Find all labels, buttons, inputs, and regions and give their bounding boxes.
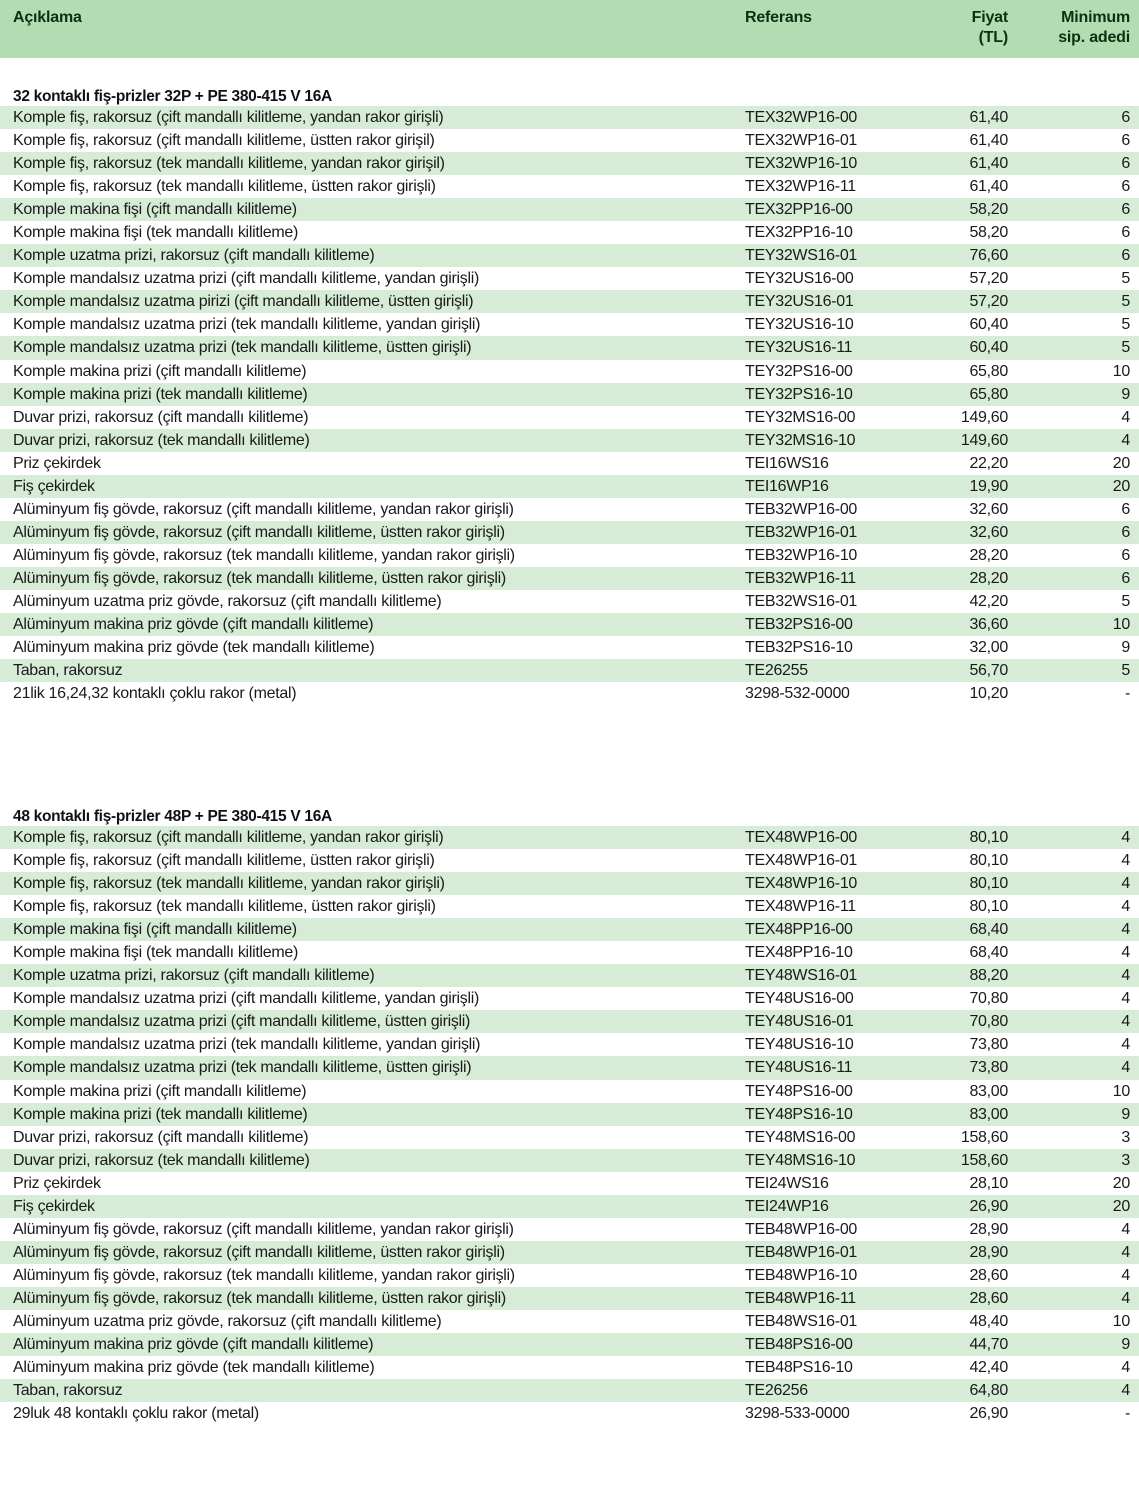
cell-desc: Duvar prizi, rakorsuz (tek mandallı kilitleme): [13, 431, 310, 449]
cell-ref: TE26256: [745, 1382, 808, 1400]
cell-price: 68,40: [969, 921, 1008, 939]
cell-ref: TEY48MS16-00: [745, 1128, 856, 1146]
cell-price: 60,40: [969, 316, 1008, 334]
cell-ref: TEB32WP16-11: [745, 569, 856, 587]
cell-desc: Duvar prizi, rakorsuz (çift mandallı kilitleme): [13, 408, 309, 426]
cell-ref: TEB48PS16-10: [745, 1359, 853, 1377]
cell-desc: Komple makina prizi (tek mandallı kilitleme): [13, 385, 308, 403]
table-row: [0, 941, 1139, 964]
cell-min: 9: [1121, 639, 1130, 657]
cell-ref: TEI24WS16: [745, 1174, 829, 1192]
table-row: [0, 1056, 1139, 1079]
cell-ref: TEX48PP16-10: [745, 944, 853, 962]
cell-price: 58,20: [969, 201, 1008, 219]
cell-min: 6: [1121, 132, 1130, 150]
cell-desc: Komple makina prizi (çift mandallı kilitleme): [13, 1082, 307, 1100]
cell-ref: TEY32MS16-10: [745, 431, 856, 449]
cell-price: 158,60: [960, 1128, 1008, 1146]
section-rows-32p: [0, 106, 1139, 705]
cell-min: 6: [1121, 201, 1130, 219]
table-row: [0, 1402, 1139, 1425]
cell-min: 4: [1121, 1036, 1130, 1054]
cell-desc: Komple mandalsız uzatma prizi (çift mandallı kilitleme, yandan girişli): [13, 990, 479, 1008]
table-row: [0, 452, 1139, 475]
cell-min: 4: [1121, 898, 1130, 916]
cell-price: 83,00: [969, 1105, 1008, 1123]
cell-price: 28,20: [969, 546, 1008, 564]
cell-price: 88,20: [969, 967, 1008, 985]
cell-price: 83,00: [969, 1082, 1008, 1100]
cell-price: 61,40: [969, 109, 1008, 126]
table-row: [0, 1379, 1139, 1402]
cell-ref: 3298-532-0000: [745, 685, 850, 703]
cell-desc: 21lik 16,24,32 kontaklı çoklu rakor (metal): [13, 685, 297, 703]
table-row: [0, 659, 1139, 682]
cell-min: -: [1124, 685, 1130, 703]
table-row: [0, 383, 1139, 406]
cell-min: 6: [1121, 569, 1130, 587]
cell-ref: TEX32WP16-01: [745, 132, 858, 150]
table-row: [0, 336, 1139, 359]
header-min-order: [1020, 8, 1130, 48]
cell-min: 5: [1121, 316, 1130, 334]
cell-min: 20: [1112, 477, 1130, 495]
cell-desc: Alüminyum fiş gövde, rakorsuz (tek mandallı kilitleme, yandan rakor girişli): [13, 546, 515, 564]
table-row: [0, 1333, 1139, 1356]
cell-ref: TEB32PS16-00: [745, 616, 853, 634]
cell-min: 20: [1112, 1197, 1130, 1215]
cell-min: 20: [1112, 454, 1130, 472]
cell-min: -: [1124, 1405, 1130, 1423]
cell-ref: TEB32WP16-10: [745, 546, 858, 564]
table-row: [0, 872, 1139, 895]
cell-price: 22,20: [969, 454, 1008, 472]
cell-price: 28,90: [969, 1220, 1008, 1238]
cell-ref: TEB48PS16-00: [745, 1336, 853, 1354]
cell-price: 26,90: [969, 1197, 1008, 1215]
section-title-48p: 48 kontaklı fiş-prizler 48P + PE 380-415 V 16A: [13, 808, 332, 825]
cell-min: 4: [1121, 431, 1130, 449]
cell-price: 32,00: [969, 639, 1008, 657]
cell-desc: Duvar prizi, rakorsuz (çift mandallı kilitleme): [13, 1128, 309, 1146]
cell-desc: Alüminyum makina priz gövde (tek mandallı kilitleme): [13, 639, 375, 657]
table-row: [0, 429, 1139, 452]
table-header: [0, 0, 1139, 58]
cell-desc: Komple mandalsız uzatma prizi (çift mandallı kilitleme, üstten girişli): [13, 1013, 471, 1031]
cell-price: 158,60: [960, 1151, 1008, 1169]
cell-min: 4: [1121, 1243, 1130, 1261]
section-title-32p: 32 kontaklı fiş-prizler 32P + PE 380-415 V 16A: [13, 88, 332, 105]
cell-price: 80,10: [969, 898, 1008, 916]
cell-ref: TEB32PS16-10: [745, 639, 853, 657]
table-row: [0, 198, 1139, 221]
table-row: [0, 1126, 1139, 1149]
cell-min: 9: [1121, 1336, 1130, 1354]
table-row: [0, 895, 1139, 918]
cell-ref: TEI16WP16: [745, 477, 829, 495]
table-row: [0, 313, 1139, 336]
table-row: [0, 1356, 1139, 1379]
table-row: [0, 290, 1139, 313]
table-row: [0, 1103, 1139, 1126]
cell-ref: TEY32MS16-00: [745, 408, 856, 426]
cell-min: 6: [1121, 109, 1130, 126]
cell-desc: Fiş çekirdek: [13, 477, 95, 495]
table-row: [0, 498, 1139, 521]
cell-min: 10: [1112, 616, 1130, 634]
table-row: [0, 221, 1139, 244]
cell-ref: TE26255: [745, 662, 808, 680]
table-row: [0, 129, 1139, 152]
cell-min: 20: [1112, 1174, 1130, 1192]
table-row: [0, 521, 1139, 544]
cell-desc: Komple makina fişi (çift mandallı kilitleme): [13, 201, 297, 219]
cell-ref: TEY32US16-00: [745, 270, 854, 288]
cell-desc: Alüminyum fiş gövde, rakorsuz (tek mandallı kilitleme, üstten rakor girişli): [13, 1289, 506, 1307]
cell-desc: Alüminyum fiş gövde, rakorsuz (çift mandallı kilitleme, yandan rakor girişli): [13, 500, 514, 518]
table-row: [0, 1010, 1139, 1033]
cell-desc: Komple fiş, rakorsuz (tek mandallı kilitleme, yandan rakor girişli): [13, 875, 445, 893]
cell-desc: Komple mandalsız uzatma prizi (tek mandallı kilitleme, üstten girişli): [13, 339, 472, 357]
cell-price: 149,60: [960, 431, 1008, 449]
cell-desc: Komple fiş, rakorsuz (tek mandallı kilitleme, üstten rakor girişli): [13, 898, 436, 916]
table-row: [0, 636, 1139, 659]
cell-desc: Priz çekirdek: [13, 1174, 101, 1192]
table-row: [0, 244, 1139, 267]
cell-min: 6: [1121, 500, 1130, 518]
cell-ref: TEY48WS16-01: [745, 967, 858, 985]
cell-ref: TEX48WP16-00: [745, 829, 858, 846]
cell-ref: TEX48WP16-01: [745, 852, 858, 870]
cell-ref: TEB48WP16-01: [745, 1243, 858, 1261]
cell-desc: Priz çekirdek: [13, 454, 101, 472]
cell-min: 4: [1121, 990, 1130, 1008]
cell-price: 70,80: [969, 1013, 1008, 1031]
cell-min: 10: [1112, 1312, 1130, 1330]
cell-price: 57,20: [969, 270, 1008, 288]
cell-min: 4: [1121, 1359, 1130, 1377]
cell-desc: 29luk 48 kontaklı çoklu rakor (metal): [13, 1405, 259, 1423]
cell-min: 6: [1121, 546, 1130, 564]
table-row: [0, 1287, 1139, 1310]
cell-desc: Komple makina prizi (tek mandallı kilitleme): [13, 1105, 308, 1123]
cell-ref: TEI24WP16: [745, 1197, 829, 1215]
cell-min: 5: [1121, 592, 1130, 610]
cell-min: 6: [1121, 224, 1130, 242]
table-row: [0, 1172, 1139, 1195]
cell-ref: TEX32WP16-10: [745, 155, 858, 173]
cell-min: 4: [1121, 921, 1130, 939]
cell-min: 3: [1121, 1151, 1130, 1169]
cell-min: 10: [1112, 362, 1130, 380]
cell-ref: TEY48PS16-00: [745, 1082, 853, 1100]
cell-price: 80,10: [969, 852, 1008, 870]
table-row: [0, 964, 1139, 987]
cell-min: 9: [1121, 1105, 1130, 1123]
cell-price: 60,40: [969, 339, 1008, 357]
cell-price: 80,10: [969, 875, 1008, 893]
cell-price: 76,60: [969, 247, 1008, 265]
cell-desc: Komple fiş, rakorsuz (tek mandallı kilitleme, yandan rakor girişil): [13, 155, 445, 173]
header-min-line1: Minimum: [1061, 9, 1130, 26]
table-row: [0, 567, 1139, 590]
table-row: [0, 613, 1139, 636]
cell-price: 19,90: [969, 477, 1008, 495]
cell-ref: 3298-533-0000: [745, 1405, 850, 1423]
cell-price: 70,80: [969, 990, 1008, 1008]
table-row: [0, 1310, 1139, 1333]
cell-ref: TEX48PP16-00: [745, 921, 853, 939]
cell-price: 36,60: [969, 616, 1008, 634]
cell-desc: Alüminyum makina priz gövde (çift mandallı kilitleme): [13, 616, 374, 634]
table-row: [0, 406, 1139, 429]
table-row: [0, 682, 1139, 705]
table-row: [0, 1149, 1139, 1172]
cell-price: 61,40: [969, 132, 1008, 150]
cell-ref: TEY32US16-10: [745, 316, 854, 334]
header-reference: Referans: [745, 9, 812, 26]
cell-ref: TEY32PS16-00: [745, 362, 853, 380]
cell-min: 5: [1121, 293, 1130, 311]
cell-ref: TEY48US16-10: [745, 1036, 854, 1054]
cell-desc: Komple fiş, rakorsuz (çift mandallı kilitleme, yandan rakor girişli): [13, 829, 444, 846]
table-row: [0, 1241, 1139, 1264]
cell-price: 73,80: [969, 1059, 1008, 1077]
cell-desc: Komple fiş, rakorsuz (tek mandallı kilitleme, üstten rakor girişli): [13, 178, 436, 196]
cell-ref: TEY48US16-00: [745, 990, 854, 1008]
cell-min: 5: [1121, 662, 1130, 680]
cell-desc: Alüminyum fiş gövde, rakorsuz (çift mandallı kilitleme, yandan rakor girişli): [13, 1220, 514, 1238]
table-row: [0, 987, 1139, 1010]
cell-ref: TEB32WP16-00: [745, 500, 858, 518]
cell-min: 4: [1121, 1059, 1130, 1077]
table-row: [0, 267, 1139, 290]
table-row: [0, 475, 1139, 498]
cell-desc: Duvar prizi, rakorsuz (tek mandallı kilitleme): [13, 1151, 310, 1169]
cell-min: 4: [1121, 1013, 1130, 1031]
table-row: [0, 360, 1139, 383]
cell-desc: Alüminyum makina priz gövde (tek mandallı kilitleme): [13, 1359, 375, 1377]
cell-desc: Alüminyum fiş gövde, rakorsuz (çift mandallı kilitleme, üstten rakor girişli): [13, 1243, 505, 1261]
table-row: [0, 590, 1139, 613]
cell-min: 6: [1121, 155, 1130, 173]
cell-price: 32,60: [969, 500, 1008, 518]
cell-desc: Alüminyum fiş gövde, rakorsuz (tek mandallı kilitleme, üstten rakor girişli): [13, 569, 506, 587]
cell-min: 4: [1121, 967, 1130, 985]
cell-desc: Alüminyum uzatma priz gövde, rakorsuz (çift mandallı kilitleme): [13, 1312, 442, 1330]
cell-min: 10: [1112, 1082, 1130, 1100]
table-row: [0, 152, 1139, 175]
cell-desc: Komple makina prizi (çift mandallı kilitleme): [13, 362, 307, 380]
header-price-line1: Fiyat: [971, 9, 1008, 26]
cell-ref: TEX32PP16-10: [745, 224, 853, 242]
cell-desc: Komple makina fişi (tek mandallı kilitleme): [13, 944, 298, 962]
cell-min: 6: [1121, 247, 1130, 265]
cell-price: 44,70: [969, 1336, 1008, 1354]
cell-min: 5: [1121, 339, 1130, 357]
cell-price: 26,90: [969, 1405, 1008, 1423]
cell-desc: Alüminyum uzatma priz gövde, rakorsuz (çift mandallı kilitleme): [13, 592, 442, 610]
cell-price: 57,20: [969, 293, 1008, 311]
header-description: Açıklama: [13, 9, 82, 26]
section-rows-48p: [0, 826, 1139, 1425]
cell-price: 56,70: [969, 662, 1008, 680]
cell-min: 4: [1121, 875, 1130, 893]
table-row: [0, 1264, 1139, 1287]
cell-min: 4: [1121, 852, 1130, 870]
cell-min: 5: [1121, 270, 1130, 288]
cell-desc: Komple fiş, rakorsuz (çift mandallı kilitleme, üstten rakor girişli): [13, 852, 435, 870]
cell-desc: Komple mandalsız uzatma prizi (çift mandallı kilitleme, yandan girişli): [13, 270, 479, 288]
cell-price: 73,80: [969, 1036, 1008, 1054]
cell-ref: TEY48MS16-10: [745, 1151, 856, 1169]
cell-min: 9: [1121, 385, 1130, 403]
cell-min: 4: [1121, 1289, 1130, 1307]
cell-desc: Alüminyum fiş gövde, rakorsuz (çift mandallı kilitleme, üstten rakor girişli): [13, 523, 505, 541]
cell-ref: TEI16WS16: [745, 454, 829, 472]
cell-ref: TEX32WP16-11: [745, 178, 856, 196]
cell-ref: TEB48WP16-11: [745, 1289, 856, 1307]
table-row: [0, 175, 1139, 198]
cell-ref: TEY32WS16-01: [745, 247, 858, 265]
cell-price: 80,10: [969, 829, 1008, 846]
cell-ref: TEB48WP16-10: [745, 1266, 858, 1284]
header-price-line2: (TL): [978, 29, 1008, 46]
cell-min: 4: [1121, 829, 1130, 846]
cell-desc: Komple fiş, rakorsuz (çift mandallı kilitleme, üstten rakor girişil): [13, 132, 435, 150]
cell-price: 61,40: [969, 155, 1008, 173]
cell-price: 64,80: [969, 1382, 1008, 1400]
cell-desc: Alüminyum makina priz gövde (çift mandallı kilitleme): [13, 1336, 374, 1354]
cell-desc: Alüminyum fiş gövde, rakorsuz (tek mandallı kilitleme, yandan rakor girişli): [13, 1266, 515, 1284]
cell-ref: TEB32WP16-01: [745, 523, 858, 541]
cell-price: 48,40: [969, 1312, 1008, 1330]
table-row: [0, 918, 1139, 941]
cell-desc: Komple uzatma prizi, rakorsuz (çift mandallı kilitleme): [13, 247, 375, 265]
header-min-line2: sip. adedi: [1058, 29, 1130, 46]
table-row: [0, 1080, 1139, 1103]
cell-price: 61,40: [969, 178, 1008, 196]
cell-ref: TEY48PS16-10: [745, 1105, 853, 1123]
cell-ref: TEY32US16-11: [745, 339, 853, 357]
cell-desc: Komple mandalsız uzatma prizi (tek mandallı kilitleme, üstten girişli): [13, 1059, 472, 1077]
table-row: [0, 544, 1139, 567]
cell-ref: TEX48WP16-10: [745, 875, 858, 893]
cell-desc: Taban, rakorsuz: [13, 1382, 123, 1400]
table-row: [0, 106, 1139, 129]
cell-price: 65,80: [969, 385, 1008, 403]
cell-desc: Komple makina fişi (tek mandallı kilitleme): [13, 224, 298, 242]
cell-min: 4: [1121, 1266, 1130, 1284]
cell-desc: Komple uzatma prizi, rakorsuz (çift mandallı kilitleme): [13, 967, 375, 985]
cell-desc: Komple fiş, rakorsuz (çift mandallı kilitleme, yandan rakor girişli): [13, 109, 444, 126]
cell-ref: TEB48WS16-01: [745, 1312, 858, 1330]
cell-min: 4: [1121, 1382, 1130, 1400]
table-row: [0, 826, 1139, 849]
cell-price: 42,40: [969, 1359, 1008, 1377]
cell-price: 28,90: [969, 1243, 1008, 1261]
cell-ref: TEX32PP16-00: [745, 201, 853, 219]
cell-price: 10,20: [969, 685, 1008, 703]
table-row: [0, 1195, 1139, 1218]
cell-ref: TEX48WP16-11: [745, 898, 856, 916]
cell-desc: Komple mandalsız uzatma prizi (tek mandallı kilitleme, yandan girişli): [13, 316, 481, 334]
cell-price: 149,60: [960, 408, 1008, 426]
cell-min: 6: [1121, 523, 1130, 541]
cell-desc: Komple mandalsız uzatma pirizi (çift mandallı kilitleme, üstten girişli): [13, 293, 474, 311]
cell-price: 28,60: [969, 1266, 1008, 1284]
cell-price: 42,20: [969, 592, 1008, 610]
cell-desc: Fiş çekirdek: [13, 1197, 95, 1215]
cell-desc: Taban, rakorsuz: [13, 662, 123, 680]
cell-ref: TEY48US16-11: [745, 1059, 853, 1077]
header-price: [918, 8, 1008, 48]
cell-ref: TEX32WP16-00: [745, 109, 858, 126]
cell-price: 58,20: [969, 224, 1008, 242]
cell-price: 32,60: [969, 523, 1008, 541]
table-row: [0, 849, 1139, 872]
table-row: [0, 1218, 1139, 1241]
cell-min: 6: [1121, 178, 1130, 196]
cell-ref: TEB32WS16-01: [745, 592, 858, 610]
cell-price: 65,80: [969, 362, 1008, 380]
cell-price: 28,10: [969, 1174, 1008, 1192]
cell-desc: Komple makina fişi (çift mandallı kilitleme): [13, 921, 297, 939]
cell-ref: TEY32PS16-10: [745, 385, 853, 403]
cell-min: 4: [1121, 944, 1130, 962]
table-row: [0, 1033, 1139, 1056]
cell-ref: TEB48WP16-00: [745, 1220, 858, 1238]
cell-price: 68,40: [969, 944, 1008, 962]
cell-ref: TEY48US16-01: [745, 1013, 854, 1031]
cell-price: 28,60: [969, 1289, 1008, 1307]
cell-min: 4: [1121, 1220, 1130, 1238]
cell-min: 4: [1121, 408, 1130, 426]
cell-price: 28,20: [969, 569, 1008, 587]
cell-desc: Komple mandalsız uzatma prizi (tek mandallı kilitleme, yandan girişli): [13, 1036, 481, 1054]
cell-min: 3: [1121, 1128, 1130, 1146]
cell-ref: TEY32US16-01: [745, 293, 854, 311]
